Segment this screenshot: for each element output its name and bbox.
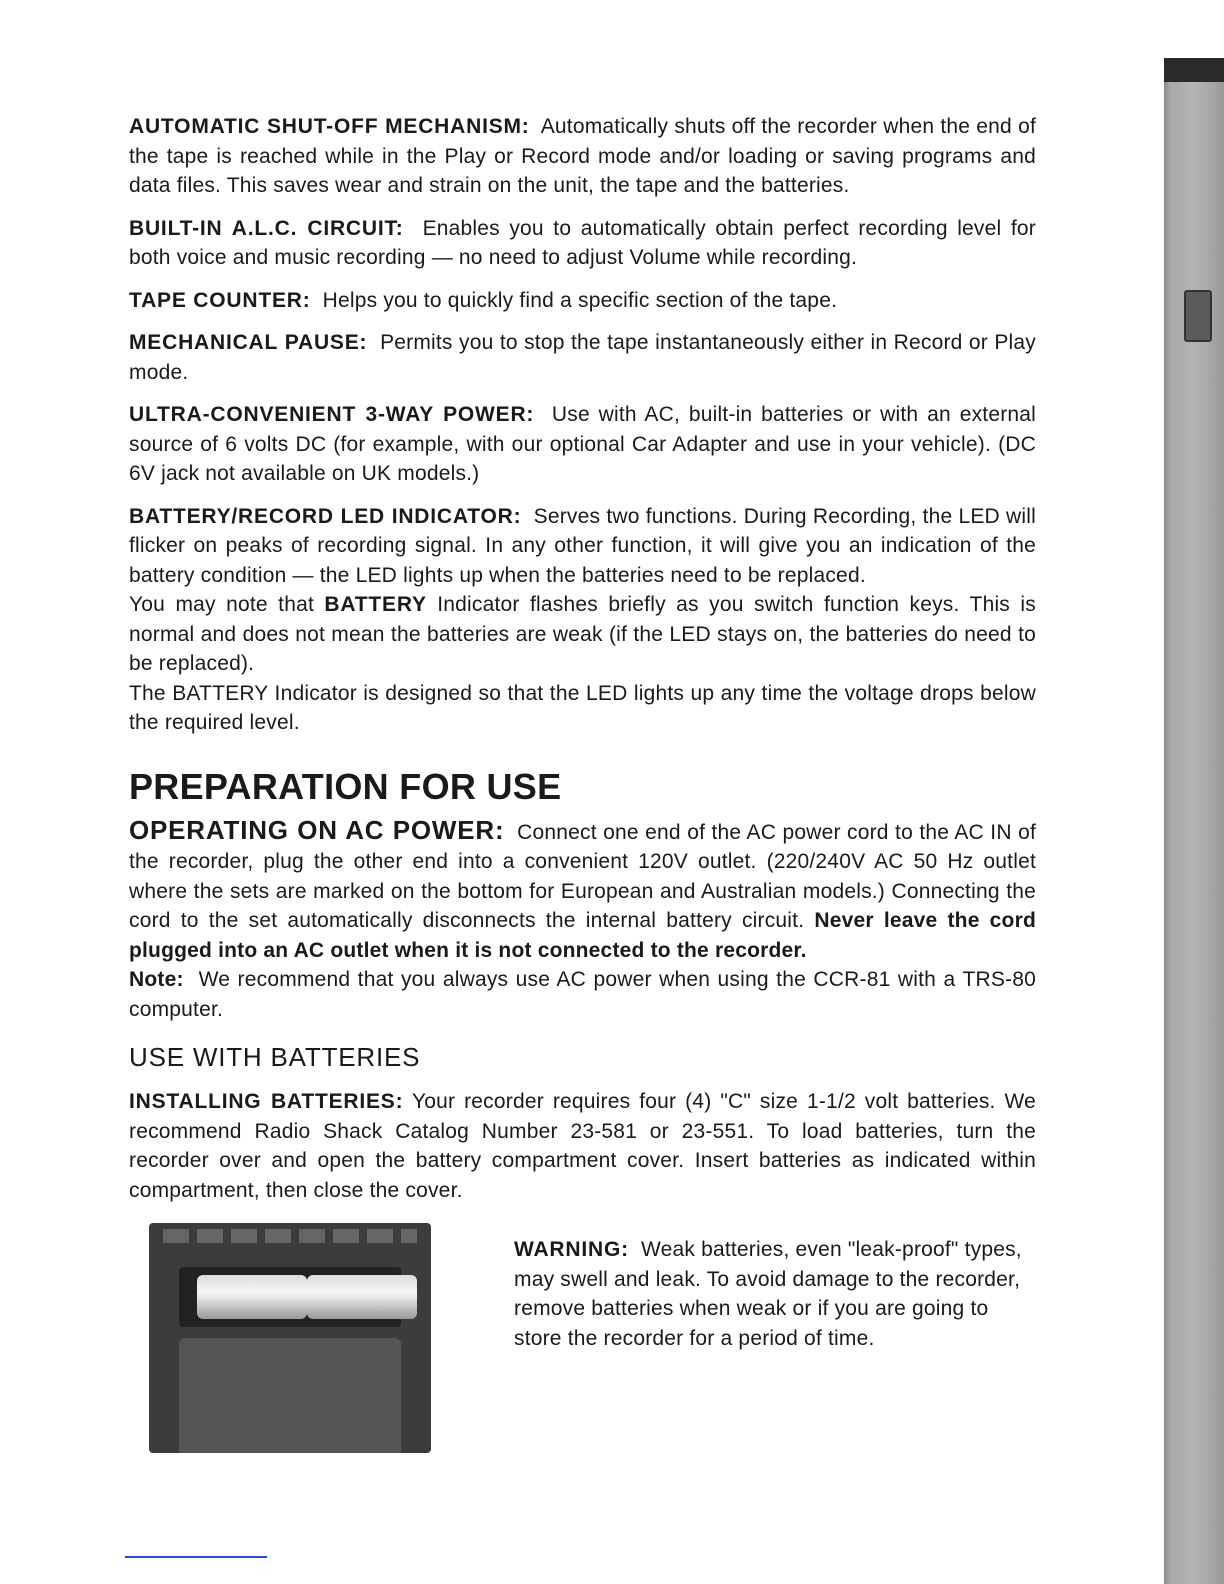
feature-alc-circuit: BUILT-IN A.L.C. CIRCUIT: Enables you to automatically obtain perfect recording level for both voice and music recording — no need to adjust Volume while recording.	[129, 216, 1036, 269]
battery-compartment-photo	[149, 1223, 431, 1453]
feature-mechanical-pause: MECHANICAL PAUSE: Permits you to stop the tape instantaneously either in Record or Play mode.	[129, 331, 1036, 384]
binder-tab	[1184, 290, 1212, 342]
battery-led-note: You may note that BATTERY Indicator flashes briefly as you switch function keys. This is normal and does not mean the batteries are weak (if the LED stays on, the batteries do need to be replaced).	[129, 593, 1036, 675]
batteries-heading: USE WITH BATTERIES	[129, 1042, 421, 1072]
page-scan-edge	[1164, 58, 1224, 1584]
battery-icon	[307, 1275, 417, 1319]
manual-page-content	[129, 112, 1036, 1463]
installing-batteries-paragraph: INSTALLING BATTERIES: Your recorder requires four (4) "C" size 1-1/2 volt batteries. We recommend Radio Shack Catalog Number 23-581 or 23-551. To load batteries, turn the recorder over and open the battery compartment cover. Insert batteries as indicated within compartment, then close the cover.	[129, 1090, 1037, 1202]
warning-box: WARNING: Weak batteries, even "leak-proof" types, may swell and leak. To avoid damage to the recorder, remove batteries when weak or if you are going to store the recorder for a period of time.	[514, 1238, 1022, 1350]
feature-battery-led: BATTERY/RECORD LED INDICATOR: Serves two functions. During Recording, the LED will flicker on peaks of recording signal. In any other function, it will give you an indication of the battery condition — the LED lights up when the batteries need to be replaced.	[129, 504, 1037, 587]
feature-3way-power: ULTRA-CONVENIENT 3-WAY POWER: Use with AC, built-in batteries or with an external source of 6 volts DC (for example, with our optional Car Adapter and use in your vehicle). (DC 6V jack not available on UK models.)	[129, 403, 1037, 485]
ac-power-paragraph: OPERATING ON AC POWER: Connect one end of the AC power cord to the AC IN of the recorder, plug the other end into a convenient 120V outlet. (220/240V AC 50 Hz outlet where the sets are marked on the bottom for European and Australian models.) Connecting the cord to the set automatically disconnects the internal battery circuit. Never leave the cord plugged into an AC outlet when it is not connected to the recorder.	[129, 814, 1036, 962]
footnote-rule	[125, 1556, 267, 1558]
ac-power-note: Note: We recommend that you always use AC power when using the CCR-81 with a TRS-80 computer.	[129, 968, 1036, 1021]
battery-led-extra: The BATTERY Indicator is designed so that the LED lights up any time the voltage drops below the required level.	[129, 681, 1036, 734]
battery-cover	[179, 1338, 401, 1453]
feature-tape-counter: TAPE COUNTER: Helps you to quickly find a specific section of the tape.	[129, 288, 838, 312]
battery-icon	[197, 1275, 307, 1319]
battery-figure-row	[129, 1223, 1036, 1463]
feature-auto-shutoff: AUTOMATIC SHUT-OFF MECHANISM: Automatically shuts off the recorder when the end of the tape is reached while in the Play or Record mode and/or loading or saving programs and data files. This saves wear and strain on the unit, the tape and the batteries.	[129, 115, 1036, 197]
section-title: PREPARATION FOR USE	[129, 765, 562, 807]
